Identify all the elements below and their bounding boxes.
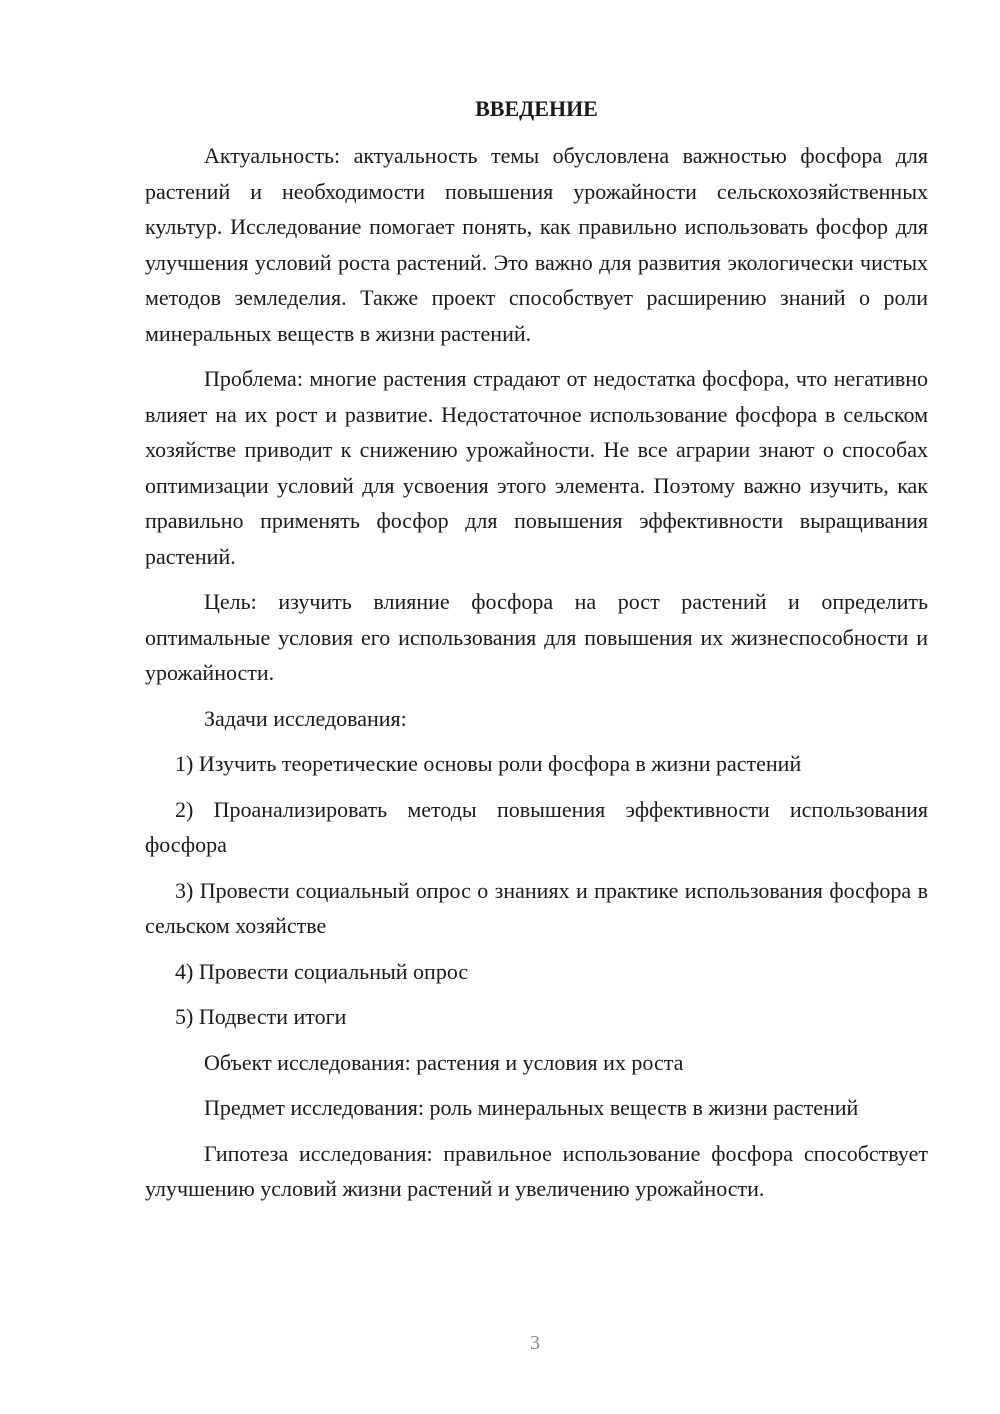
hypothesis-paragraph: Гипотеза исследования: правильное использование фосфора способствует улучшению условий жизни растений и увеличению урожайности. [145, 1140, 928, 1201]
task-item: 3) Провести социальный опрос о знаниях и практике использования фосфора в сельском хозяйстве [145, 877, 928, 938]
tasks-title: Задачи исследования: [204, 705, 407, 731]
object-paragraph: Объект исследования: растения и условия их роста [204, 1049, 684, 1075]
problem-paragraph: Проблема: многие растения страдают от недостатка фосфора, что негативно влияет на их рост и развитие. Недостаточное использование фосфора в сельском хозяйстве приводит к снижению урожайности. Не все аграрии знают о способах оптимизации условий для усвоения этого элемента. Поэтому важно изучить, как правильно применять фосфор для повышения эффективности выращивания растений. [145, 366, 928, 569]
task-item: 4) Провести социальный опрос [175, 958, 469, 984]
task-item: 2) Проанализировать методы повышения эффективности использования фосфора [145, 796, 928, 857]
relevance-paragraph: Актуальность: актуальность темы обусловлена важностью фосфора для растений и необходимости повышения урожайности сельскохозяйственных культур. Исследование помогает понять, как правильно использовать фосфор для улучшения условий роста растений. Это важно для развития экологически чистых методов земледелия. Также проект способствует расширению знаний о роли минеральных веществ в жизни растений. [145, 143, 928, 346]
task-item: 1) Изучить теоретические основы роли фосфора в жизни растений [175, 751, 802, 776]
document-page [145, 94, 928, 1217]
subject-paragraph: Предмет исследования: роль минеральных веществ в жизни растений [204, 1095, 859, 1120]
goal-paragraph: Цель: изучить влияние фосфора на рост растений и определить оптимальные условия его использования для повышения их жизнеспособности и урожайности. [145, 589, 928, 685]
section-heading: ВВЕДЕНИЕ [475, 96, 598, 121]
task-item: 5) Подвести итоги [175, 1004, 347, 1029]
page-number: 3 [530, 1332, 540, 1354]
